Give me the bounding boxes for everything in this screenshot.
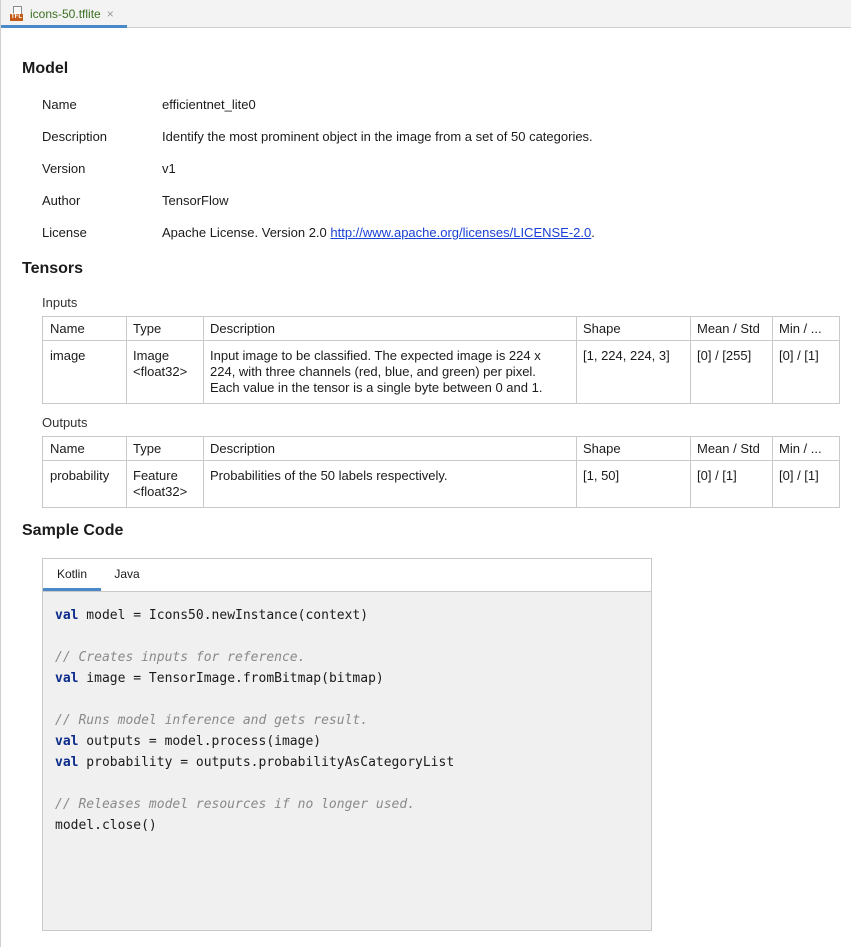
inputs-table [42, 316, 840, 404]
column-header-mean-std[interactable]: Mean / Std [697, 441, 760, 456]
model-author-value: TensorFlow [162, 193, 229, 208]
license-link[interactable]: http://www.apache.org/licenses/LICENSE-2.0 [330, 225, 592, 240]
sample-code-heading: Sample Code [22, 522, 124, 539]
close-icon[interactable]: × [106, 6, 114, 21]
code-line: val image = TensorImage.fromBitmap(bitmap) [55, 671, 384, 686]
tab-kotlin[interactable]: Kotlin [43, 559, 101, 591]
column-header-type[interactable]: Type [133, 441, 162, 456]
editor-tab-bar [1, 0, 851, 28]
outputs-table [42, 436, 840, 508]
column-header-min-max[interactable]: Min / ... [779, 441, 822, 456]
model-heading: Model [22, 60, 69, 77]
code-line: val probability = outputs.probabilityAsCategoryList [55, 755, 455, 770]
column-header-description[interactable]: Description [210, 441, 276, 456]
tensor-shape: [1, 224, 224, 3] [583, 348, 670, 363]
tensor-min-max: [0] / [1] [779, 348, 819, 363]
tensor-min-max: [0] / [1] [779, 468, 819, 483]
license-suffix: . [591, 225, 595, 240]
column-header-min-max[interactable]: Min / ... [779, 321, 822, 336]
license-text: Apache License. Version 2.0 [162, 225, 331, 240]
tensor-shape: [1, 50] [583, 468, 620, 483]
code-panel [42, 558, 652, 931]
column-header-description[interactable]: Description [210, 321, 276, 336]
model-version-value: v1 [162, 161, 176, 176]
tensor-mean-std: [0] / [255] [697, 348, 752, 363]
table-header [43, 437, 839, 461]
column-header-shape[interactable]: Shape [583, 441, 621, 456]
window-left-border [0, 0, 1, 947]
tensor-name: image [50, 348, 86, 363]
table-header [43, 317, 839, 341]
code-comment: // Runs model inference and gets result. [55, 713, 369, 728]
code-block[interactable] [55, 605, 454, 836]
column-header-mean-std[interactable]: Mean / Std [697, 321, 760, 336]
code-line: model.close() [55, 818, 157, 833]
tensor-type: Image <float32> [133, 348, 188, 379]
column-header-shape[interactable]: Shape [583, 321, 621, 336]
tensor-description: Input image to be classified. The expected image is 224 x 224, with three channels (red, blue, and green) per pixel. Each value in the tensor is a single byte between 0 and 1. [210, 348, 543, 395]
model-license-label: License [42, 225, 87, 240]
code-language-tabs [43, 559, 651, 592]
tensor-mean-std: [0] / [1] [697, 468, 737, 483]
tensor-description: Probabilities of the 50 labels respectively. [210, 468, 448, 483]
model-version-label: Version [42, 161, 86, 176]
tensor-type: Feature <float32> [133, 468, 188, 499]
tensors-heading: Tensors [22, 260, 84, 277]
column-header-name[interactable]: Name [50, 321, 85, 336]
inputs-label: Inputs [42, 295, 78, 310]
model-description-label: Description [42, 129, 108, 144]
tab-java[interactable]: Java [114, 567, 140, 581]
column-header-name[interactable]: Name [50, 441, 85, 456]
tflite-file-icon: TFL [10, 6, 25, 21]
code-line: val outputs = model.process(image) [55, 734, 322, 749]
model-name-label: Name [42, 97, 77, 112]
model-license-value [162, 225, 595, 241]
code-comment: // Releases model resources if no longer used. [55, 797, 416, 812]
tensor-name: probability [50, 468, 110, 483]
code-comment: // Creates inputs for reference. [55, 650, 306, 665]
column-header-type[interactable]: Type [133, 321, 162, 336]
outputs-label: Outputs [42, 415, 88, 430]
model-author-label: Author [42, 193, 81, 208]
file-tab-label[interactable]: icons-50.tflite [30, 6, 101, 21]
model-name-value: efficientnet_lite0 [162, 97, 256, 112]
active-tab-indicator [1, 25, 127, 28]
code-line: val model = Icons50.newInstance(context) [55, 608, 369, 623]
model-description-value: Identify the most prominent object in the image from a set of 50 categories. [162, 129, 593, 144]
file-tab[interactable] [10, 0, 126, 27]
